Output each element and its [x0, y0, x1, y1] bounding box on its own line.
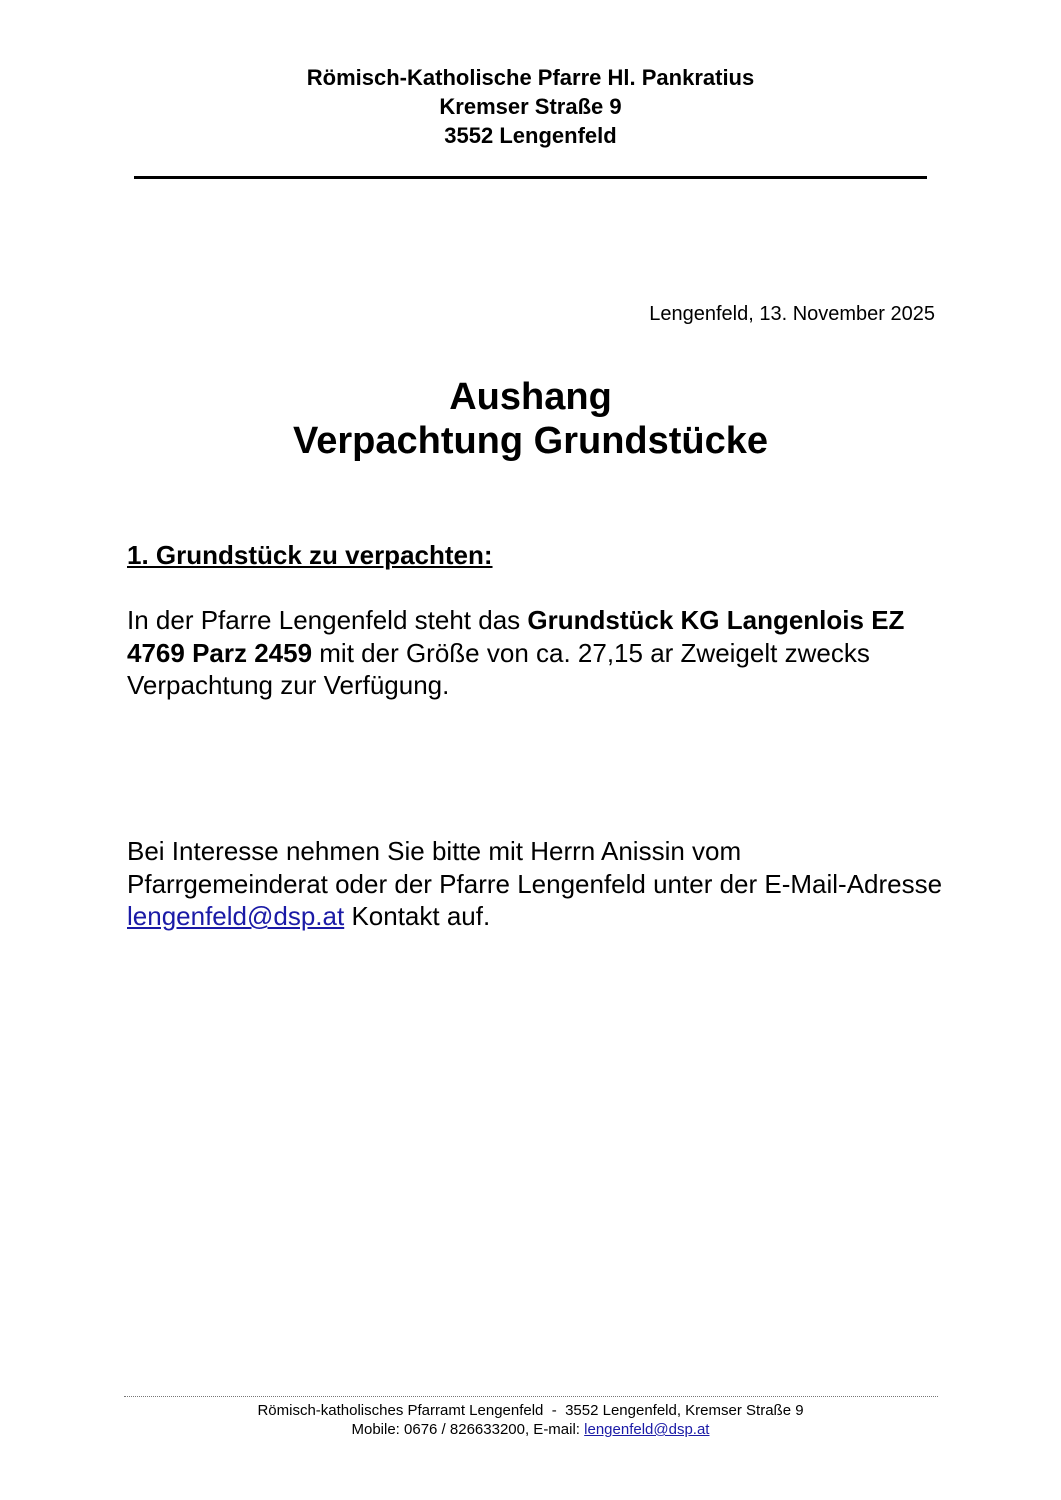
contact-text-before: Bei Interesse nehmen Sie bitte mit Herrn Anissin vom Pfarrgemeinderat oder der Pfarre Lengenfeld unter der E-Mail-Adresse — [127, 836, 943, 899]
contact-email-link[interactable]: lengenfeld@dsp.at — [127, 901, 345, 931]
contact-paragraph — [127, 835, 947, 933]
footer-address: Römisch-katholisches Pfarramt Lengenfeld - 3552 Lengenfeld, Kremser Straße 9 — [257, 1402, 804, 1419]
header-divider — [134, 176, 927, 179]
parish-city: 3552 Lengenfeld — [444, 123, 617, 148]
footer-divider — [124, 1396, 938, 1397]
section-heading: 1. Grundstück zu verpachten: — [127, 540, 493, 570]
footer-email-link[interactable]: lengenfeld@dsp.at — [584, 1421, 710, 1438]
property-text-before: In der Pfarre Lengenfeld steht das — [127, 605, 528, 635]
property-paragraph — [127, 604, 947, 702]
contact-text-after: Kontakt auf. — [344, 901, 491, 931]
title-line-1: Aushang — [449, 376, 612, 418]
parish-street: Kremser Straße 9 — [439, 94, 622, 119]
document-title — [0, 375, 1061, 463]
footer-phone: Mobile: 0676 / 826633200, E-mail: — [351, 1421, 585, 1438]
document-date: Lengenfeld, 13. November 2025 — [649, 303, 935, 325]
title-line-2: Verpachtung Grundstücke — [292, 420, 769, 462]
parish-name: Römisch-Katholische Pfarre Hl. Pankratius — [306, 65, 755, 90]
footer — [0, 1401, 1061, 1439]
property-text-after: mit der Größe von ca. 27,15 ar Zweigelt zwecks Verpachtung zur Verfügung. — [127, 637, 870, 700]
footer-contact — [0, 1420, 1061, 1439]
letterhead — [0, 63, 1061, 150]
property-identifier: Grundstück KG Langenlois EZ 4769 Parz 2459 — [127, 605, 905, 668]
